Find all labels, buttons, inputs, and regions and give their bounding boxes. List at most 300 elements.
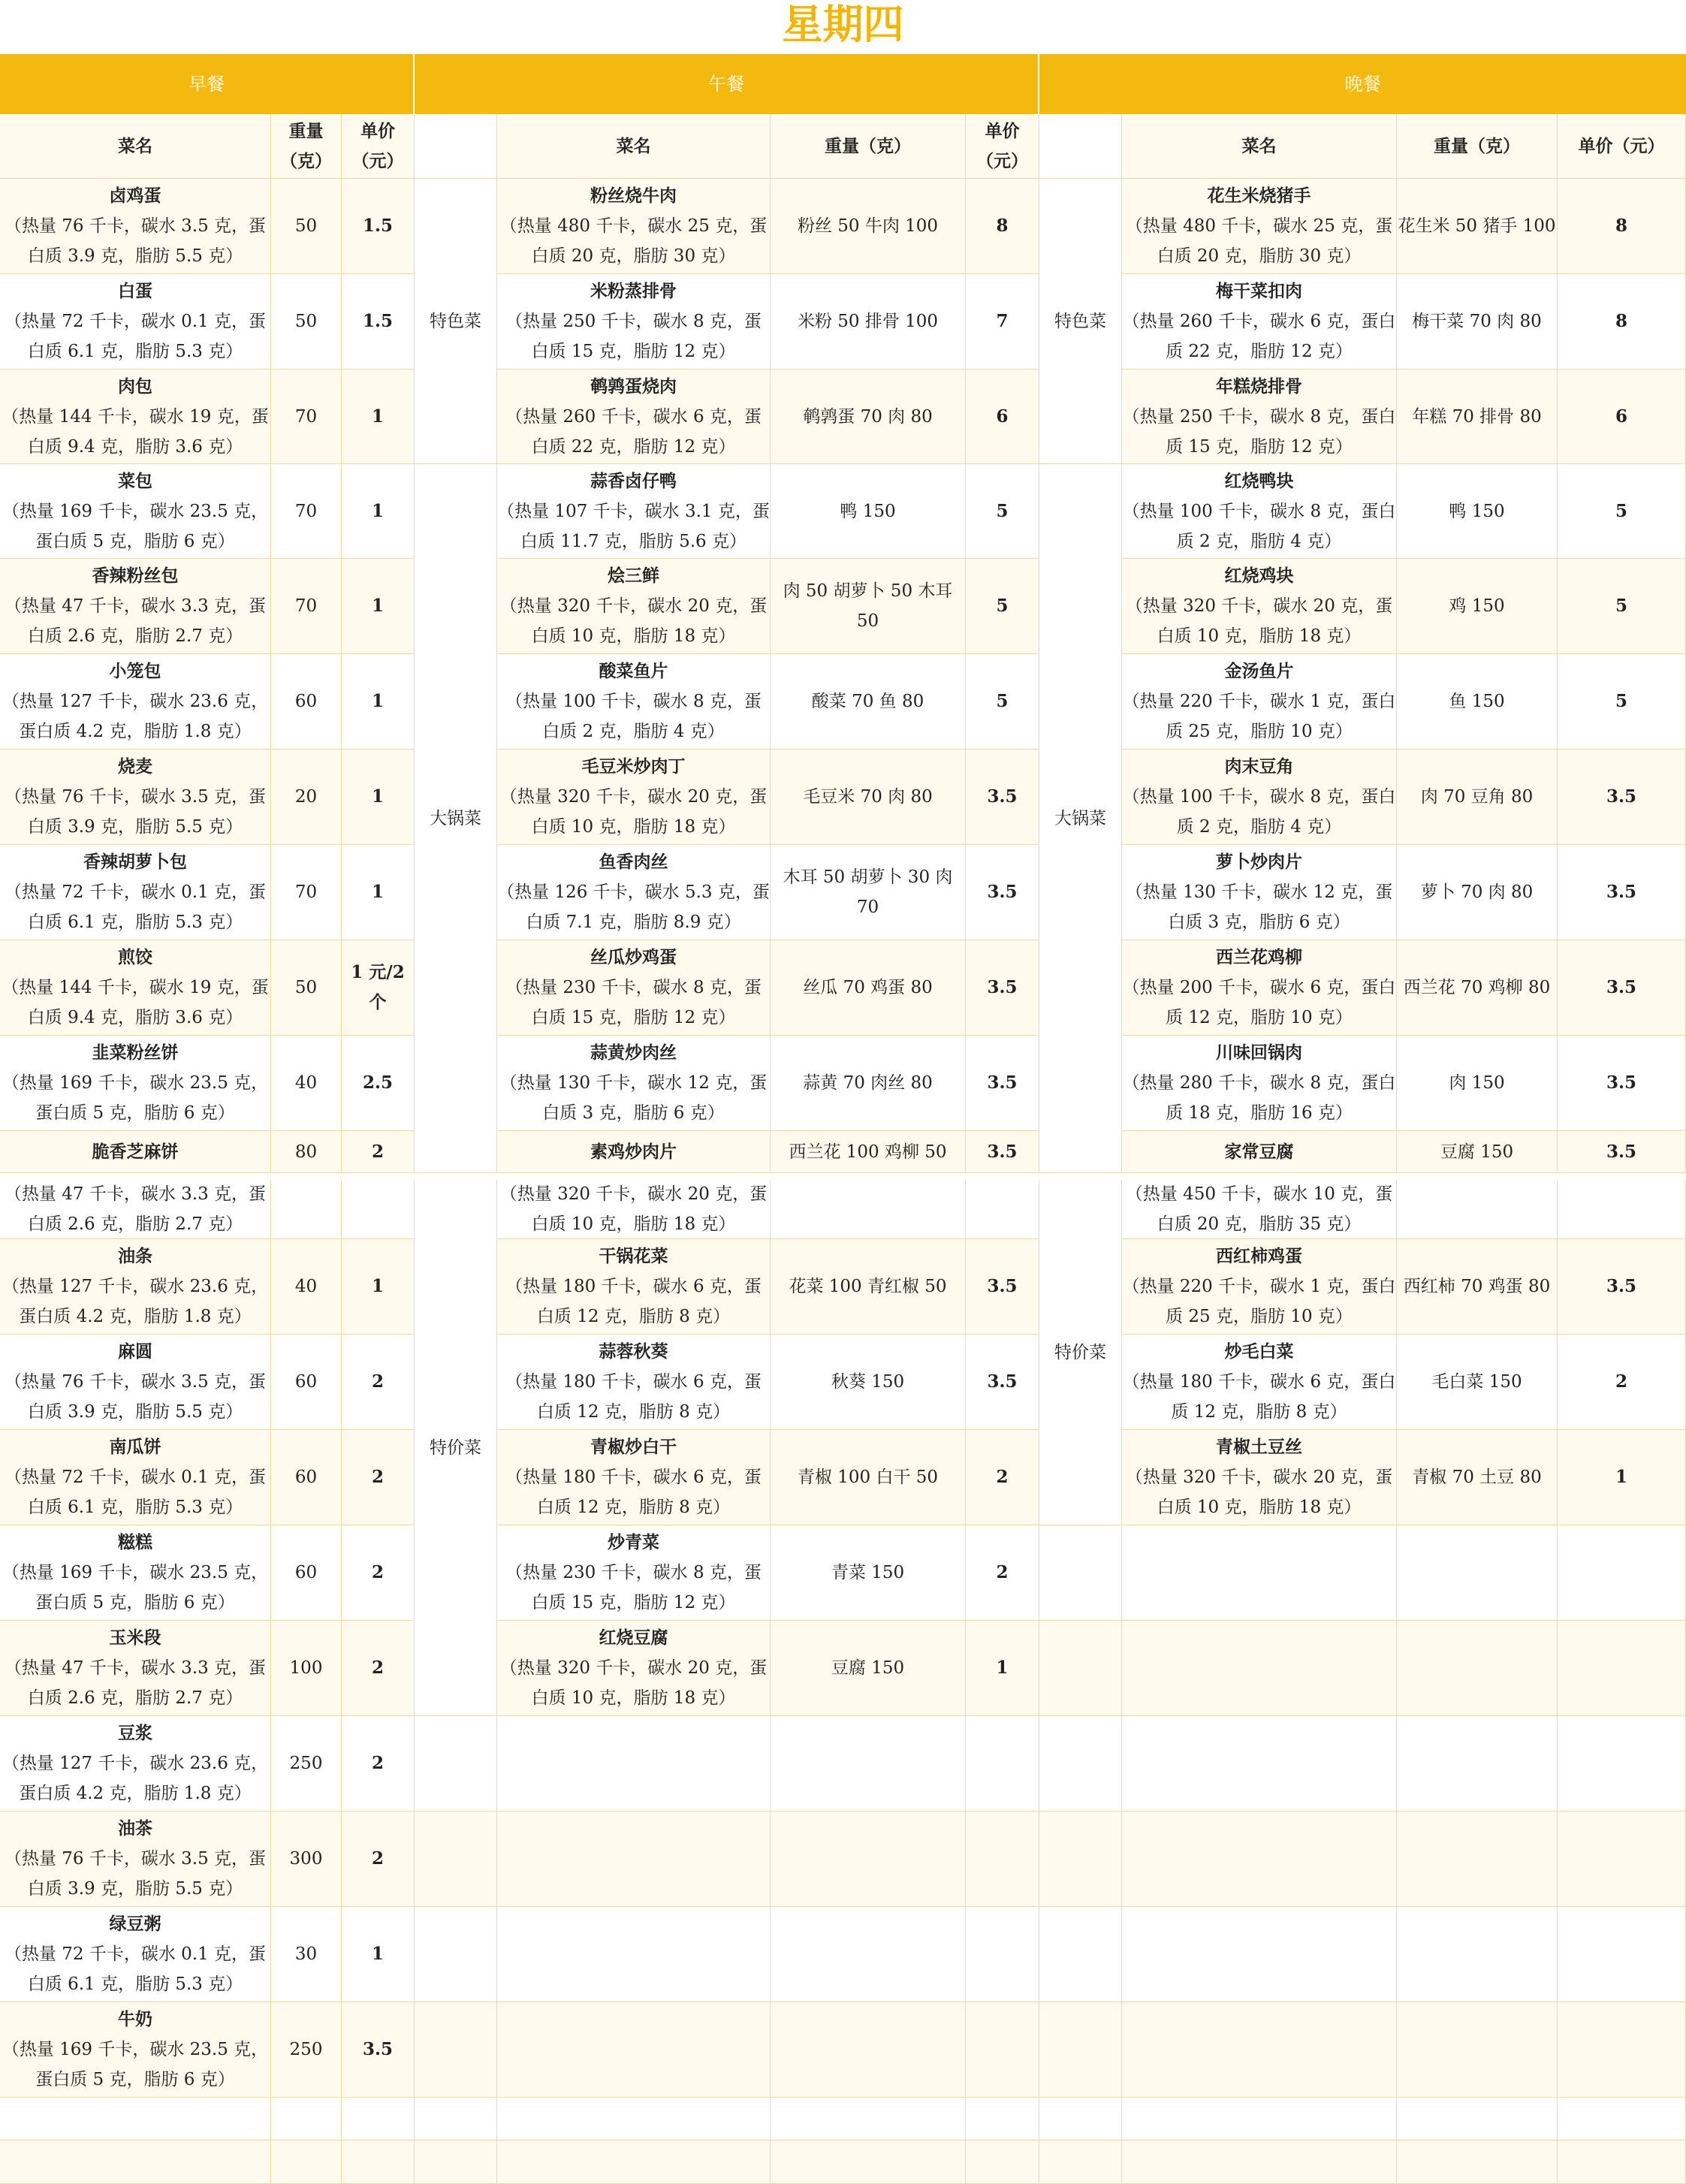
dinner-item-name-cell [1122, 1131, 1397, 1173]
breakfast-item-price-cell [342, 1239, 415, 1335]
dinner-item-weight-cell [1397, 1036, 1558, 1131]
lunch-item-price-cell [966, 1239, 1039, 1335]
breakfast-item-name-cell [0, 1811, 271, 1907]
lunch-item-weight-cell [771, 1131, 966, 1173]
breakfast-item-price-cell [342, 559, 415, 654]
lunch-empty-cell [771, 1811, 966, 1907]
dinner-item-weight: 西兰花 70 鸡柳 80 [1403, 978, 1551, 997]
dinner-item-price-cell [1558, 1335, 1686, 1430]
dinner-item-weight-cell [1397, 940, 1558, 1036]
lunch-category-special [415, 1180, 497, 1716]
dinner-item-name: 花生米烧猪手 [1207, 186, 1311, 206]
lunch-item-price-cell [966, 1525, 1039, 1621]
breakfast-item-weight: 70 [294, 501, 318, 521]
breakfast-item-name: 卤鸡蛋 [109, 186, 161, 206]
dinner-empty-cell [1122, 2098, 1397, 2140]
breakfast-item-weight: 20 [294, 787, 318, 807]
breakfast-item-name: 油茶 [118, 1818, 152, 1839]
dinner-empty-cell [1397, 1525, 1558, 1621]
breakfast-item-price-cell [342, 1180, 415, 1239]
breakfast-item-price-cell [342, 1036, 415, 1131]
breakfast-item-name-cell [0, 1180, 271, 1239]
dinner-item-weight-cell [1397, 559, 1558, 654]
dinner-item-weight: 肉 70 豆角 80 [1420, 787, 1534, 807]
lunch-item-nutrition: （热量 320 千卡，碳水 20 克，蛋白质 10 克，脂肪 18 克） [499, 1184, 768, 1234]
dinner-col-name-header [1122, 114, 1397, 179]
lunch-item-price-cell [966, 1335, 1039, 1430]
breakfast-item-nutrition: （热量 76 千卡，碳水 3.5 克，蛋白质 3.9 克，脂肪 5.5 克） [4, 216, 267, 266]
dinner-item-weight: 肉 150 [1449, 1073, 1505, 1093]
lunch-item-weight-cell [771, 274, 966, 370]
breakfast-item-weight-cell [271, 1430, 342, 1525]
dinner-item-price: 8 [1615, 311, 1627, 331]
dinner-item-nutrition: （热量 100 千卡，碳水 8 克，蛋白质 2 克，脂肪 4 克） [1122, 501, 1396, 551]
breakfast-item-weight-cell [271, 2002, 342, 2098]
lunch-empty-cell [771, 1716, 966, 1811]
breakfast-item-name: 玉米段 [109, 1627, 161, 1648]
lunch-item-price: 1 [996, 1658, 1009, 1678]
dinner-item-weight: 鸡 150 [1449, 596, 1505, 616]
dinner-item-weight: 花生米 50 猪手 100 [1398, 216, 1556, 236]
breakfast-item-price: 1 [371, 1276, 384, 1296]
dinner-empty-cell [1397, 1716, 1558, 1811]
lunch-category-label: 特色菜 [430, 311, 481, 331]
dinner-item-name: 川味回锅肉 [1216, 1042, 1302, 1063]
lunch-item-weight-cell [771, 1239, 966, 1335]
dinner-empty-cell [1558, 1907, 1686, 2002]
lunch-empty-cell [966, 1811, 1039, 1907]
breakfast-item-price: 1.5 [362, 216, 393, 236]
breakfast-item-weight-cell [271, 2140, 342, 2184]
lunch-col-name-label: 菜名 [616, 135, 651, 156]
breakfast-item-weight: 60 [294, 1468, 318, 1487]
breakfast-item-weight: 250 [289, 1754, 323, 1773]
lunch-item-weight-cell [771, 940, 966, 1036]
lunch-empty-cell [966, 2140, 1039, 2184]
lunch-col-price-label: 单价（元） [976, 120, 1028, 171]
breakfast-item-price-cell [342, 1131, 415, 1173]
lunch-item-name: 米粉蒸排骨 [590, 281, 677, 301]
dinner-item-weight-cell [1397, 654, 1558, 750]
dinner-empty-cell [1397, 2098, 1558, 2140]
dinner-item-price: 3.5 [1606, 1141, 1636, 1162]
lunch-header: 午餐 [415, 54, 1039, 114]
lunch-item-name: 炒青菜 [608, 1532, 659, 1552]
dinner-category-empty [1039, 2002, 1122, 2098]
dinner-empty-cell [1122, 1525, 1397, 1621]
lunch-empty-cell [497, 2140, 771, 2184]
lunch-item-weight-cell [771, 179, 966, 274]
lunch-item-weight: 蒜黄 70 肉丝 80 [803, 1073, 933, 1093]
lunch-item-price-cell [966, 1131, 1039, 1173]
lunch-item-nutrition: （热量 250 千卡，碳水 8 克，蛋白质 15 克，脂肪 12 克） [505, 312, 762, 361]
dinner-item-price-cell [1558, 845, 1686, 940]
dinner-item-price: 3.5 [1606, 1276, 1636, 1296]
breakfast-item-price-cell [342, 1811, 415, 1907]
dinner-item-name-cell [1122, 559, 1397, 654]
dinner-item-price: 5 [1615, 691, 1627, 711]
lunch-item-name: 青椒炒白干 [590, 1437, 677, 1457]
breakfast-item-price: 3.5 [362, 2039, 393, 2059]
lunch-item-weight-cell [771, 1430, 966, 1525]
dinner-item-nutrition: （热量 200 千卡，碳水 6 克，蛋白质 12 克，脂肪 10 克） [1122, 978, 1396, 1027]
lunch-item-weight-cell [771, 654, 966, 750]
lunch-item-price: 3.5 [987, 882, 1018, 902]
lunch-empty-cell [966, 1907, 1039, 2002]
lunch-item-nutrition: （热量 260 千卡，碳水 6 克，蛋白质 22 克，脂肪 12 克） [505, 406, 762, 457]
lunch-item-name: 蒜黄炒肉丝 [590, 1042, 677, 1063]
dinner-item-nutrition: （热量 130 千卡，碳水 12 克，蛋白质 3 克，脂肪 6 克） [1125, 882, 1393, 932]
lunch-item-weight: 鹌鹑蛋 70 肉 80 [803, 406, 933, 427]
lunch-item-name: 毛豆米炒肉丁 [581, 756, 686, 777]
dinner-empty-cell [1122, 2002, 1397, 2098]
dinner-empty-cell [1558, 2098, 1686, 2140]
lunch-item-name: 烩三鲜 [608, 566, 659, 586]
breakfast-item-name: 豆浆 [118, 1723, 152, 1743]
breakfast-item-weight: 80 [294, 1142, 318, 1162]
breakfast-item-price-cell [342, 940, 415, 1036]
dinner-item-price-cell [1558, 1239, 1686, 1335]
breakfast-item-price: 2 [371, 1467, 384, 1487]
lunch-item-price: 3.5 [987, 1072, 1018, 1093]
breakfast-item-price-cell [342, 464, 415, 559]
dinner-empty-cell [1122, 1716, 1397, 1811]
lunch-item-name-cell [497, 274, 771, 370]
breakfast-item-weight: 100 [289, 1658, 323, 1678]
lunch-col-weight-header [771, 114, 966, 179]
dinner-item-weight-cell [1397, 845, 1558, 940]
dinner-category-empty [1039, 1716, 1122, 1811]
lunch-item-weight: 酸菜 70 鱼 80 [811, 692, 924, 711]
lunch-item-weight: 西兰花 100 鸡柳 50 [789, 1142, 947, 1162]
breakfast-item-price-cell [342, 1335, 415, 1430]
dinner-item-price-cell [1558, 559, 1686, 654]
breakfast-item-weight: 60 [294, 1563, 318, 1582]
lunch-category-empty [415, 1811, 497, 1907]
breakfast-item-weight-cell [271, 1907, 342, 2002]
lunch-item-weight: 木耳 50 胡萝卜 30 肉 70 [783, 867, 953, 917]
dinner-item-price-cell [1558, 1036, 1686, 1131]
breakfast-item-weight: 60 [294, 1372, 318, 1392]
lunch-item-weight-cell [771, 845, 966, 940]
dinner-item-price: 6 [1615, 406, 1627, 427]
lunch-item-name-cell [497, 1180, 771, 1239]
breakfast-item-weight-cell [271, 654, 342, 750]
breakfast-item-weight-cell [271, 1811, 342, 1907]
dinner-item-weight: 青椒 70 土豆 80 [1412, 1468, 1542, 1487]
lunch-item-weight: 丝瓜 70 鸡蛋 80 [803, 978, 933, 997]
breakfast-col-name-header [0, 114, 271, 179]
dinner-item-price: 3.5 [1606, 1072, 1636, 1093]
dinner-item-name-cell [1122, 750, 1397, 845]
breakfast-col-name-label: 菜名 [118, 135, 152, 156]
dinner-item-name: 金汤鱼片 [1224, 661, 1294, 681]
breakfast-item-price-cell [342, 370, 415, 464]
lunch-item-weight-cell [771, 464, 966, 559]
dinner-item-nutrition: （热量 480 千卡，碳水 25 克，蛋白质 20 克，脂肪 30 克） [1125, 216, 1393, 266]
breakfast-item-weight: 70 [294, 882, 318, 902]
dinner-item-name-cell [1122, 654, 1397, 750]
breakfast-item-price: 1 [371, 691, 384, 711]
dinner-item-nutrition: （热量 250 千卡，碳水 8 克，蛋白质 15 克，脂肪 12 克） [1122, 406, 1396, 457]
lunch-item-name-cell [497, 1131, 771, 1173]
dinner-empty-cell [1122, 1621, 1397, 1716]
lunch-empty-cell [497, 2098, 771, 2140]
lunch-item-name-cell [497, 1239, 771, 1335]
dinner-item-price-cell [1558, 654, 1686, 750]
lunch-item-nutrition: （热量 480 千卡，碳水 25 克，蛋白质 20 克，脂肪 30 克） [499, 216, 768, 266]
breakfast-item-price-cell [342, 1621, 415, 1716]
dinner-col-name-label: 菜名 [1241, 135, 1277, 156]
breakfast-item-price: 1 [371, 500, 384, 521]
lunch-category-empty [415, 2140, 497, 2184]
breakfast-item-name: 糍糕 [118, 1532, 152, 1552]
breakfast-item-name-cell [0, 2002, 271, 2098]
breakfast-item-name: 油条 [118, 1246, 152, 1266]
lunch-empty-cell [771, 2140, 966, 2184]
breakfast-item-name-cell [0, 274, 271, 370]
breakfast-item-price-cell [342, 654, 415, 750]
dinner-category-label: 特色菜 [1054, 311, 1106, 331]
dinner-category-header [1039, 114, 1122, 179]
lunch-item-name: 丝瓜炒鸡蛋 [590, 947, 677, 967]
breakfast-item-weight: 30 [294, 1944, 318, 1964]
lunch-col-name-header [497, 114, 771, 179]
breakfast-item-price: 1.5 [362, 311, 393, 331]
lunch-item-weight: 青椒 100 白干 50 [797, 1468, 939, 1487]
lunch-item-name-cell [497, 179, 771, 274]
dinner-item-nutrition: （热量 260 千卡，碳水 6 克，蛋白质 22 克，脂肪 12 克） [1122, 312, 1396, 361]
dinner-item-price-cell [1558, 1131, 1686, 1173]
dinner-item-weight-cell [1397, 464, 1558, 559]
breakfast-item-price: 2 [371, 1141, 384, 1162]
breakfast-item-price-cell [342, 1907, 415, 2002]
lunch-item-price: 3.5 [987, 1276, 1018, 1296]
breakfast-item-price-cell [342, 2002, 415, 2098]
breakfast-item-weight-cell [271, 1716, 342, 1811]
dinner-empty-cell [1397, 2002, 1558, 2098]
lunch-item-nutrition: （热量 320 千卡，碳水 20 克，蛋白质 10 克，脂肪 18 克） [499, 1658, 768, 1708]
dinner-item-nutrition: （热量 280 千卡，碳水 8 克，蛋白质 18 克，脂肪 16 克） [1122, 1073, 1396, 1123]
breakfast-item-name: 煎饺 [118, 947, 152, 967]
breakfast-item-weight-cell [271, 179, 342, 274]
lunch-item-name: 粉丝烧牛肉 [590, 186, 677, 206]
dinner-category-bigpot [1039, 464, 1122, 1173]
breakfast-item-nutrition: （热量 169 千卡，碳水 23.5 克，蛋白质 5 克，脂肪 6 克） [2, 1563, 269, 1612]
breakfast-item-name: 香辣粉丝包 [92, 566, 179, 586]
breakfast-item-weight: 300 [289, 1849, 323, 1869]
lunch-item-nutrition: （热量 320 千卡，碳水 20 克，蛋白质 10 克，脂肪 18 克） [499, 787, 768, 837]
breakfast-item-price: 1 [371, 1944, 384, 1964]
lunch-item-nutrition: （热量 107 千卡，碳水 3.1 克，蛋白质 11.7 克，脂肪 5.6 克） [497, 501, 770, 551]
lunch-item-name: 鹌鹑蛋烧肉 [590, 376, 677, 397]
lunch-item-price-cell [966, 940, 1039, 1036]
lunch-empty-cell [966, 2098, 1039, 2140]
breakfast-item-name: 绿豆粥 [109, 1914, 161, 1934]
breakfast-item-name-cell [0, 940, 271, 1036]
dinner-item-weight: 萝卜 70 肉 80 [1420, 882, 1534, 902]
dinner-item-weight-cell [1397, 370, 1558, 464]
dinner-item-nutrition: （热量 220 千卡，碳水 1 克，蛋白质 25 克，脂肪 10 克） [1122, 1277, 1396, 1326]
lunch-item-weight-cell [771, 1036, 966, 1131]
breakfast-item-price-cell [342, 845, 415, 940]
dinner-item-name-cell [1122, 179, 1397, 274]
breakfast-col-weight-label: 重量（克） [280, 120, 332, 171]
breakfast-item-weight: 50 [294, 312, 318, 331]
dinner-item-nutrition: （热量 320 千卡，碳水 20 克，蛋白质 10 克，脂肪 18 克） [1125, 596, 1393, 646]
breakfast-item-name: 牛奶 [118, 2009, 152, 2029]
lunch-empty-cell [497, 1907, 771, 2002]
dinner-item-price: 3.5 [1606, 786, 1636, 807]
breakfast-item-name-cell [0, 1716, 271, 1811]
lunch-empty-cell [771, 2002, 966, 2098]
breakfast-item-price: 2 [371, 1371, 384, 1392]
breakfast-item-name-cell [0, 1239, 271, 1335]
lunch-item-nutrition: （热量 230 千卡，碳水 8 克，蛋白质 15 克，脂肪 12 克） [505, 978, 762, 1027]
lunch-item-weight-cell [771, 559, 966, 654]
lunch-category-empty [415, 2002, 497, 2098]
dinner-item-nutrition: （热量 450 千卡，碳水 10 克，蛋白质 20 克，脂肪 35 克） [1125, 1184, 1393, 1234]
lunch-item-price: 5 [996, 691, 1009, 711]
lunch-item-weight-cell [771, 750, 966, 845]
lunch-item-price-cell [966, 1180, 1039, 1239]
breakfast-item-nutrition: （热量 76 千卡，碳水 3.5 克，蛋白质 3.9 克，脂肪 5.5 克） [4, 1849, 267, 1899]
lunch-item-weight-cell [771, 1525, 966, 1621]
dinner-item-name-cell [1122, 1239, 1397, 1335]
breakfast-item-weight: 70 [294, 406, 318, 427]
lunch-item-price: 8 [996, 216, 1009, 236]
breakfast-item-price: 2 [371, 1562, 384, 1582]
lunch-item-price-cell [966, 274, 1039, 370]
lunch-item-price: 3.5 [987, 786, 1018, 807]
dinner-empty-cell [1122, 2140, 1397, 2184]
dinner-category-special [1039, 1180, 1122, 1525]
lunch-item-price: 2 [996, 1562, 1009, 1582]
lunch-empty-cell [497, 1716, 771, 1811]
lunch-item-price: 3.5 [987, 1371, 1018, 1392]
lunch-item-name: 蒜蓉秋葵 [599, 1341, 668, 1362]
lunch-item-weight: 花菜 100 青红椒 50 [789, 1277, 947, 1296]
breakfast-item-nutrition: （热量 127 千卡，碳水 23.6 克，蛋白质 4.2 克，脂肪 1.8 克） [2, 692, 269, 741]
page-title: 星期四 [782, 0, 904, 48]
lunch-item-nutrition: （热量 130 千卡，碳水 12 克，蛋白质 3 克，脂肪 6 克） [499, 1073, 768, 1123]
lunch-item-name-cell [497, 1036, 771, 1131]
breakfast-item-weight-cell [271, 2098, 342, 2140]
dinner-empty-cell [1558, 1716, 1686, 1811]
dinner-empty-cell [1397, 2140, 1558, 2184]
lunch-item-name: 干锅花菜 [599, 1246, 668, 1266]
dinner-item-name: 家常豆腐 [1224, 1141, 1294, 1162]
lunch-item-name: 蒜香卤仔鸭 [590, 470, 677, 491]
breakfast-item-name: 韭菜粉丝饼 [92, 1042, 179, 1063]
breakfast-item-weight-cell [271, 1239, 342, 1335]
breakfast-item-nutrition: （热量 76 千卡，碳水 3.5 克，蛋白质 3.9 克，脂肪 5.5 克） [4, 1372, 267, 1422]
lunch-item-name: 酸菜鱼片 [599, 661, 668, 681]
dinner-item-price: 1 [1615, 1467, 1627, 1487]
breakfast-item-weight-cell [271, 750, 342, 845]
dinner-item-weight-cell [1397, 1239, 1558, 1335]
dinner-item-name-cell [1122, 845, 1397, 940]
dinner-item-name-cell [1122, 274, 1397, 370]
breakfast-item-name-cell [0, 2140, 271, 2184]
lunch-item-name: 红烧豆腐 [599, 1627, 668, 1648]
breakfast-item-name-cell [0, 1036, 271, 1131]
breakfast-item-price: 1 元/2 个 [351, 962, 405, 1012]
lunch-item-nutrition: （热量 180 千卡，碳水 6 克，蛋白质 12 克，脂肪 8 克） [505, 1277, 762, 1326]
breakfast-item-name-cell [0, 1525, 271, 1621]
dinner-item-price-cell [1558, 274, 1686, 370]
breakfast-item-name-cell [0, 1430, 271, 1525]
breakfast-item-nutrition: （热量 169 千卡，碳水 23.5 克，蛋白质 5 克，脂肪 6 克） [2, 2040, 269, 2089]
dinner-item-price: 5 [1615, 596, 1627, 616]
breakfast-item-name: 白蛋 [118, 281, 152, 301]
breakfast-item-price: 2 [371, 1848, 384, 1869]
lunch-category-label: 特价菜 [430, 1437, 481, 1458]
dinner-category-empty [1039, 2098, 1122, 2140]
lunch-item-price-cell [966, 370, 1039, 464]
dinner-item-name-cell [1122, 370, 1397, 464]
breakfast-item-weight: 250 [289, 2040, 323, 2059]
dinner-empty-cell [1397, 1811, 1558, 1907]
dinner-item-weight: 西红柿 70 鸡蛋 80 [1403, 1277, 1551, 1296]
lunch-item-weight: 秋葵 150 [831, 1372, 905, 1392]
breakfast-item-name-cell [0, 1621, 271, 1716]
breakfast-item-weight-cell [271, 464, 342, 559]
breakfast-item-name-cell [0, 845, 271, 940]
lunch-item-name-cell [497, 1335, 771, 1430]
breakfast-item-price: 2.5 [362, 1072, 393, 1093]
breakfast-item-price: 2 [371, 1658, 384, 1678]
breakfast-item-nutrition: （热量 72 千卡，碳水 0.1 克，蛋白质 6.1 克，脂肪 5.3 克） [4, 312, 267, 361]
dinner-item-name: 肉末豆角 [1224, 756, 1294, 777]
lunch-item-name-cell [497, 1525, 771, 1621]
lunch-item-nutrition: （热量 320 千卡，碳水 20 克，蛋白质 10 克，脂肪 18 克） [499, 596, 768, 646]
lunch-item-price: 6 [996, 406, 1009, 427]
dinner-empty-cell [1558, 2140, 1686, 2184]
dinner-item-name: 红烧鸡块 [1224, 566, 1294, 586]
breakfast-item-price: 1 [371, 882, 384, 902]
dinner-col-price-label: 单价（元） [1578, 135, 1665, 156]
breakfast-item-weight-cell [271, 559, 342, 654]
dinner-item-nutrition: （热量 220 千卡，碳水 1 克，蛋白质 25 克，脂肪 10 克） [1122, 692, 1396, 741]
lunch-item-price-cell [966, 179, 1039, 274]
breakfast-item-price-cell [342, 2140, 415, 2184]
dinner-empty-cell [1397, 1621, 1558, 1716]
lunch-category-featured [415, 179, 497, 464]
lunch-item-name-cell [497, 559, 771, 654]
dinner-empty-cell [1558, 2002, 1686, 2098]
breakfast-col-weight-header [271, 114, 342, 179]
lunch-item-weight: 米粉 50 排骨 100 [797, 312, 939, 331]
lunch-col-weight-label: 重量（克） [825, 135, 911, 156]
dinner-item-weight-cell [1397, 1180, 1558, 1239]
dinner-item-name-cell [1122, 1335, 1397, 1430]
dinner-item-price-cell [1558, 940, 1686, 1036]
breakfast-item-name-cell [0, 559, 271, 654]
dinner-item-price-cell [1558, 370, 1686, 464]
breakfast-item-price: 1 [371, 406, 384, 427]
dinner-empty-cell [1397, 1907, 1558, 2002]
dinner-item-nutrition: （热量 100 千卡，碳水 8 克，蛋白质 2 克，脂肪 4 克） [1122, 787, 1396, 837]
dinner-item-price-cell [1558, 1430, 1686, 1525]
dinner-category-empty [1039, 1811, 1122, 1907]
dinner-item-name: 西红柿鸡蛋 [1216, 1246, 1302, 1266]
breakfast-col-price-header [342, 114, 415, 179]
breakfast-item-name-cell [0, 654, 271, 750]
breakfast-header: 早餐 [0, 54, 415, 114]
breakfast-item-weight-cell [271, 1621, 342, 1716]
dinner-category-empty [1039, 1907, 1122, 2002]
